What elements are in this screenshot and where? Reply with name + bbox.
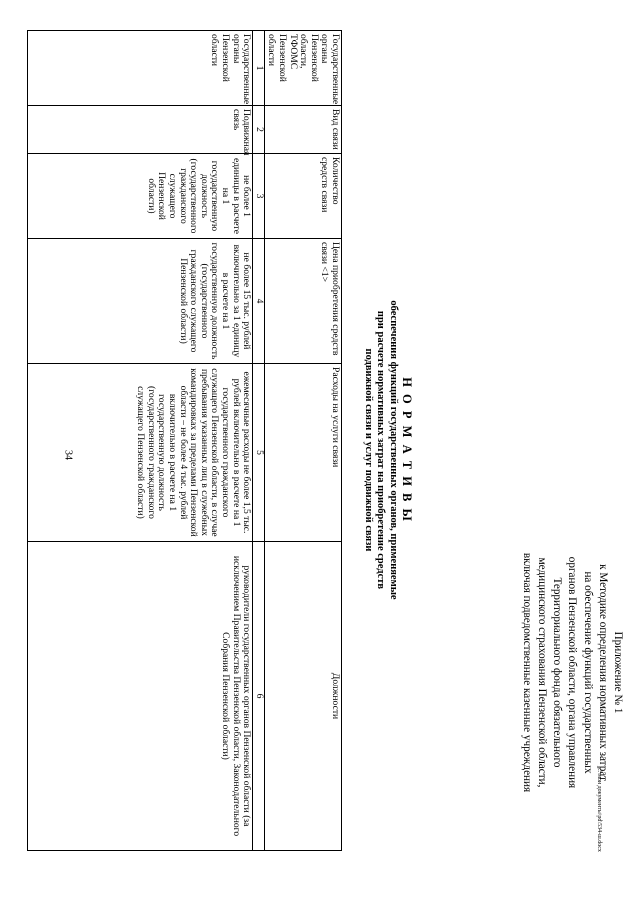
table-cell: ежемесячные расходы не более 1,5 тыс. рублей включительно в расчете на 1 государственного гражданского служащего Пензенской области, в случае пребывания указанных лиц в служебных командировках за пределами Пензенской области – не более 4 тыс. рублей включительно в расчете на 1 государственную должность (государственного гражданского служащего Пензенской области) [28,364,253,542]
table-row [28,31,253,851]
appendix-line: к Методике определения нормативных затрат [596,564,609,781]
header-cell: Количество средств связи [264,154,341,239]
appendix-block [519,500,625,845]
appendix-line: на обеспечение функций государственных [581,571,594,774]
appendix-line: Приложение № 1 [612,631,624,714]
document-heading [362,150,416,750]
heading-title: Н О Р М А Т И В Ы [400,377,414,523]
header-cell: Вид связи [264,106,341,154]
appendix-line: медицинского страхования Пензенской области, [535,557,548,788]
table-cell: Государственные органы Пензенской области [28,31,253,106]
table-cell: руководители государственных органов Пензенской области (за исключением Правительства Пензенской области, Законодательного Собрания Пензенской области) [28,542,253,851]
header-cell: Должности [264,542,341,851]
table-header-row [264,31,341,851]
table-cell: Подвижная связь [28,106,253,154]
heading-line: подвижной связи и услуг подвижной связи [363,348,374,552]
header-cell: Государственные органы Пензенской области, ТФОМС Пензенской области [264,31,341,106]
rotated-page-content [135,30,627,850]
heading-line: при расчете нормативных затрат на приобретение средств [375,310,387,590]
column-number: 5 [253,364,265,542]
header-cell: Цена приобретения средств связи <1> [264,239,341,364]
appendix-line: органов Пензенской области, органа управления [566,556,579,789]
appendix-line: Территориального фонда обязательного [551,577,564,768]
page-number: 34 [62,450,74,460]
column-number: 6 [253,542,265,851]
table-number-row [253,31,265,851]
column-number: 4 [253,239,265,364]
norms-table [27,30,342,851]
header-cell: Расходы на услуги связи [264,364,341,542]
appendix-line: включая подведомственные казенные учреждения [520,552,533,793]
footer-file-path: c:\мои документы\pd\534-ш.docx [596,768,602,852]
column-number: 2 [253,106,265,154]
heading-line: обеспечения функций государственных органов, применяемые [388,300,399,600]
table-cell: не более 1 единицы в расчете на 1 государственную должность (государственного гражданского служащего Пензенской области) [28,154,253,239]
column-number: 1 [253,31,265,106]
table-cell: не более 15 тыс. рублей включительно за 1 единицу в расчете на 1 государственную должность (государственного гражданского служащего Пензенской области) [28,239,253,364]
column-number: 3 [253,154,265,239]
